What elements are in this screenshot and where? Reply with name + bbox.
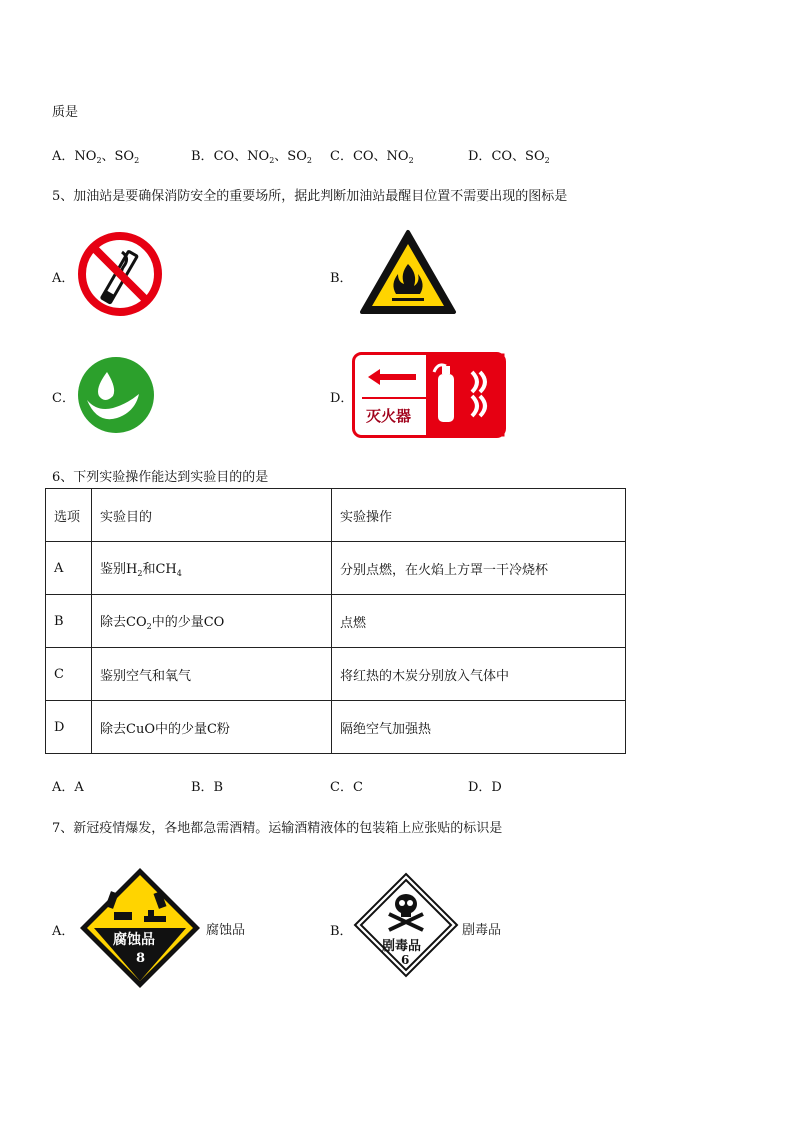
header-operation: 实验操作 [332,489,626,542]
q5-label-c[interactable]: C． [52,391,75,406]
q7-label-b[interactable]: B． [330,924,353,939]
header-option: 选项 [46,489,92,542]
corrosive-hazard-icon [78,866,202,990]
table-row: C 鉴别空气和氧气 将红热的木炭分别放入气体中 [46,648,626,701]
q4-option-a[interactable]: A．$NO_2$、$SO_2$ [52,149,140,165]
table-row: A 鉴别$H_2$和$CH_4$ 分别点燃，在火焰上方罩一干冷烧杯 [46,542,626,595]
q5-label-d[interactable]: D． [330,391,354,406]
q6-question: 6、下列实验操作能达到实验目的的是 [52,470,269,485]
water-saving-icon [77,356,155,434]
no-smoking-icon [76,230,164,318]
q6-option-b[interactable]: B．B [191,780,224,795]
q6-option-d[interactable]: D．D [468,780,502,795]
table-row: B 除去$CO_2$中的少量CO 点燃 [46,595,626,648]
q5-question: 5、加油站是要确保消防安全的重要场所，据此判断加油站最醒目位置不需要出现的图标是 [52,189,568,204]
q5-label-a[interactable]: A． [52,271,75,286]
question-fragment: 质是 [52,105,79,120]
experiment-table [45,488,626,754]
q5-label-b[interactable]: B． [330,271,353,286]
header-goal: 实验目的 [92,489,332,542]
corrosive-sign-text: 腐蚀品 [113,932,155,948]
q4-option-b[interactable]: B．CO、$NO_2$、$SO_2$ [191,149,312,165]
table-header-row [46,489,626,542]
extinguisher-sign-text: 灭火器 [366,407,412,425]
q7-caption-b: 剧毒品 [462,923,502,938]
table-row: D 除去CuO中的少量C粉 隔绝空气加强热 [46,701,626,754]
q7-label-a[interactable]: A． [52,924,75,939]
q6-option-c[interactable]: C．C [330,780,363,795]
q4-option-c[interactable]: C．CO、$NO_2$ [330,149,414,165]
toxic-sign-text: 剧毒品 [382,939,422,954]
corrosive-sign-number: 8 [136,951,146,966]
q6-option-a[interactable]: A．A [52,780,84,795]
q7-caption-a: 腐蚀品 [206,923,246,938]
q7-question: 7、新冠疫情爆发，各地都急需酒精。运输酒精液体的包装箱上应张贴的标识是 [52,821,503,836]
flammable-warning-icon [358,228,458,316]
q4-option-d[interactable]: D．CO、$SO_2$ [468,149,550,165]
toxic-sign-number: 6 [401,953,410,967]
